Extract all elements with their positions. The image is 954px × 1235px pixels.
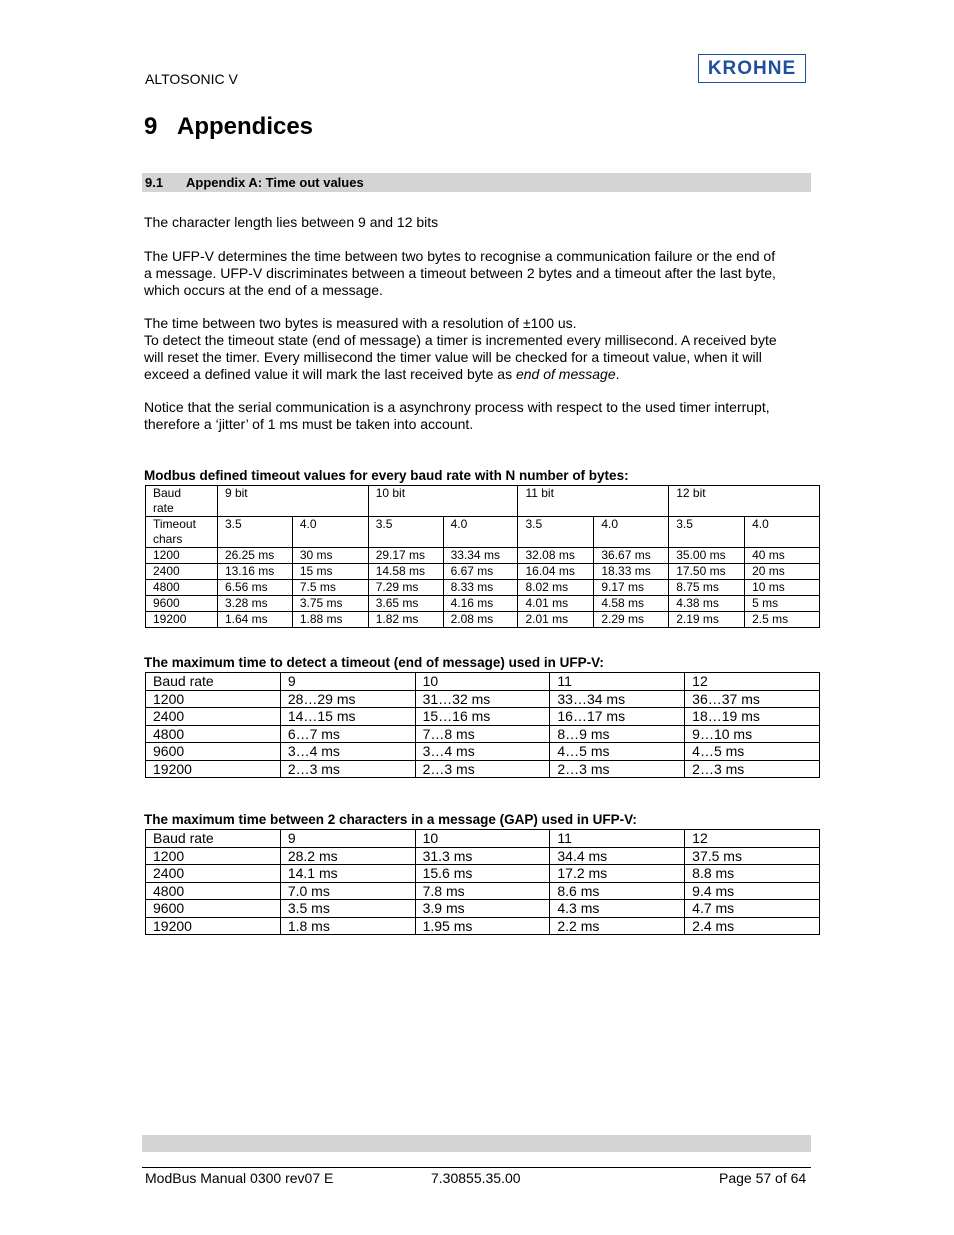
table-row: [146, 690, 820, 708]
header-cell: 4.0: [745, 517, 820, 548]
value-cell: 3.65 ms: [368, 596, 443, 612]
paragraph-line: [144, 366, 814, 383]
value-cell: 2.29 ms: [594, 612, 669, 628]
table-row: [146, 917, 820, 935]
table-row: [146, 596, 820, 612]
max-timeout-table: [145, 672, 820, 778]
header-cell: 3.5: [669, 517, 745, 548]
value-cell: 9.4 ms: [685, 882, 820, 900]
table-row: [146, 548, 820, 564]
value-cell: 1.88 ms: [292, 612, 368, 628]
value-cell: 7.8 ms: [415, 882, 550, 900]
baud-rate-cell: 1200: [146, 847, 281, 865]
header-cell: 4.0: [443, 517, 518, 548]
value-cell: 13.16 ms: [217, 564, 292, 580]
value-cell: 1.8 ms: [280, 917, 415, 935]
baud-rate-cell: 19200: [146, 612, 218, 628]
table-row: [146, 760, 820, 778]
header-cell: 3.5: [217, 517, 292, 548]
value-cell: 31…32 ms: [415, 690, 550, 708]
baud-rate-cell: 2400: [146, 865, 281, 883]
value-cell: 5 ms: [745, 596, 820, 612]
table-row: [146, 882, 820, 900]
footer-divider: [142, 1167, 811, 1168]
krohne-logo: [698, 54, 806, 83]
paragraph: [144, 399, 814, 433]
table-row: [146, 725, 820, 743]
header-cell: Baud rate: [146, 830, 281, 848]
table-row: [146, 580, 820, 596]
value-cell: 2…3 ms: [550, 760, 685, 778]
table-row: [146, 847, 820, 865]
paragraph: [144, 315, 814, 383]
baud-rate-cell: 9600: [146, 743, 281, 761]
value-cell: 14.1 ms: [280, 865, 415, 883]
value-cell: 3.28 ms: [217, 596, 292, 612]
value-cell: 2…3 ms: [415, 760, 550, 778]
value-cell: 3…4 ms: [415, 743, 550, 761]
value-cell: 4…5 ms: [685, 743, 820, 761]
value-cell: 8.6 ms: [550, 882, 685, 900]
value-cell: 8.33 ms: [443, 580, 518, 596]
header-cell: 10: [415, 673, 550, 691]
document-header-title: ALTOSONIC V: [145, 71, 238, 87]
value-cell: 28.2 ms: [280, 847, 415, 865]
header-cell: 9: [280, 673, 415, 691]
header-cell: 11: [550, 830, 685, 848]
header-cell: 11 bit: [518, 486, 669, 517]
value-cell: 7.0 ms: [280, 882, 415, 900]
baud-rate-cell: 9600: [146, 596, 218, 612]
baud-rate-cell: 19200: [146, 760, 281, 778]
chapter-number: 9: [144, 113, 158, 140]
value-cell: 4.01 ms: [518, 596, 594, 612]
value-cell: 4.38 ms: [669, 596, 745, 612]
value-cell: 36.67 ms: [594, 548, 669, 564]
paragraph-line: a message. UFP-V discriminates between a timeout between 2 bytes and a timeout after the last byte,: [144, 265, 776, 281]
paragraph-line: To detect the timeout state (end of message) a timer is incremented every millisecond. A received byte: [144, 332, 777, 348]
value-cell: 29.17 ms: [368, 548, 443, 564]
table-header-row: [146, 486, 820, 517]
value-cell: 34.4 ms: [550, 847, 685, 865]
value-cell: 36…37 ms: [685, 690, 820, 708]
value-cell: 9.17 ms: [594, 580, 669, 596]
value-cell: 7…8 ms: [415, 725, 550, 743]
value-cell: 4.3 ms: [550, 900, 685, 918]
value-cell: 2.01 ms: [518, 612, 594, 628]
header-cell: Baud rate: [146, 486, 218, 517]
value-cell: 33…34 ms: [550, 690, 685, 708]
paragraph-line: which occurs at the end of a message.: [144, 282, 383, 298]
footer-document-number: 7.30855.35.00: [431, 1170, 521, 1186]
paragraph-line: therefore a ‘jitter’ of 1 ms must be taken into account.: [144, 416, 474, 432]
value-cell: 10 ms: [745, 580, 820, 596]
value-cell: 7.5 ms: [292, 580, 368, 596]
value-cell: 32.08 ms: [518, 548, 594, 564]
value-cell: 3…4 ms: [280, 743, 415, 761]
paragraph-line: The time between two bytes is measured with a resolution of ±100 us.: [144, 315, 577, 331]
table-header-row: [146, 673, 820, 691]
value-cell: 1.64 ms: [217, 612, 292, 628]
logo-text: KROHNE: [707, 57, 797, 79]
baud-rate-cell: 1200: [146, 548, 218, 564]
header-cell: 12: [685, 830, 820, 848]
value-cell: 2.5 ms: [745, 612, 820, 628]
table-header-row: [146, 517, 820, 548]
value-cell: 15 ms: [292, 564, 368, 580]
table1-caption: Modbus defined timeout values for every baud rate with N number of bytes:: [144, 468, 629, 483]
emphasis-text: end of message: [515, 366, 616, 382]
max-gap-table: [145, 829, 820, 935]
value-cell: 17.2 ms: [550, 865, 685, 883]
value-cell: 3.9 ms: [415, 900, 550, 918]
value-cell: 2.19 ms: [669, 612, 745, 628]
value-cell: 8…9 ms: [550, 725, 685, 743]
footer-bar: [142, 1135, 811, 1152]
value-cell: 4.16 ms: [443, 596, 518, 612]
table-row: [146, 865, 820, 883]
value-cell: 8.02 ms: [518, 580, 594, 596]
value-cell: 40 ms: [745, 548, 820, 564]
value-cell: 15.6 ms: [415, 865, 550, 883]
value-cell: 9…10 ms: [685, 725, 820, 743]
paragraph: [144, 248, 814, 299]
value-cell: 3.75 ms: [292, 596, 368, 612]
header-cell: 4.0: [292, 517, 368, 548]
value-cell: 30 ms: [292, 548, 368, 564]
section-number: 9.1: [145, 175, 164, 190]
value-cell: 16.04 ms: [518, 564, 594, 580]
value-cell: 17.50 ms: [669, 564, 745, 580]
header-cell: 10: [415, 830, 550, 848]
value-cell: 8.8 ms: [685, 865, 820, 883]
header-cell: 10 bit: [368, 486, 518, 517]
value-cell: 28…29 ms: [280, 690, 415, 708]
footer-page-number: Page 57 of 64: [719, 1170, 807, 1186]
timeout-values-table: [145, 485, 820, 628]
chapter-title: Appendices: [177, 113, 314, 140]
value-cell: 31.3 ms: [415, 847, 550, 865]
value-cell: 4.7 ms: [685, 900, 820, 918]
baud-rate-cell: 4800: [146, 725, 281, 743]
value-cell: 2.4 ms: [685, 917, 820, 935]
baud-rate-cell: 2400: [146, 708, 281, 726]
baud-rate-cell: 19200: [146, 917, 281, 935]
chapter-heading: [144, 113, 313, 141]
section-heading: [142, 173, 811, 192]
baud-rate-cell: 4800: [146, 580, 218, 596]
paragraph-line: Notice that the serial communication is a asynchrony process with respect to the used timer interrupt,: [144, 399, 770, 415]
header-cell: Timeout chars: [146, 517, 218, 548]
value-cell: 33.34 ms: [443, 548, 518, 564]
header-cell: 11: [550, 673, 685, 691]
baud-rate-cell: 1200: [146, 690, 281, 708]
header-cell: 12 bit: [669, 486, 820, 517]
value-cell: 2.08 ms: [443, 612, 518, 628]
value-cell: 35.00 ms: [669, 548, 745, 564]
header-cell: 3.5: [368, 517, 443, 548]
value-cell: 37.5 ms: [685, 847, 820, 865]
value-cell: 18.33 ms: [594, 564, 669, 580]
table2-caption: The maximum time to detect a timeout (end of message) used in UFP-V:: [144, 655, 604, 670]
paragraph-text: exceed a defined value it will mark the last received byte as: [144, 366, 516, 382]
table-row: [146, 564, 820, 580]
paragraph-line: The UFP-V determines the time between two bytes to recognise a communication failure or the end of: [144, 248, 776, 264]
header-cell: 3.5: [518, 517, 594, 548]
value-cell: 1.82 ms: [368, 612, 443, 628]
table3-caption: The maximum time between 2 characters in a message (GAP) used in UFP-V:: [144, 812, 637, 827]
value-cell: 14…15 ms: [280, 708, 415, 726]
header-cell: 9 bit: [217, 486, 368, 517]
section-title: Appendix A: Time out values: [186, 175, 364, 190]
value-cell: 1.95 ms: [415, 917, 550, 935]
baud-rate-cell: 9600: [146, 900, 281, 918]
value-cell: 6…7 ms: [280, 725, 415, 743]
table-row: [146, 743, 820, 761]
value-cell: 6.56 ms: [217, 580, 292, 596]
value-cell: 7.29 ms: [368, 580, 443, 596]
value-cell: 4…5 ms: [550, 743, 685, 761]
paragraph-line: will reset the timer. Every millisecond the timer value will be checked for a timeout value, when it will: [144, 349, 762, 365]
value-cell: 8.75 ms: [669, 580, 745, 596]
header-cell: Baud rate: [146, 673, 281, 691]
header-cell: 9: [280, 830, 415, 848]
value-cell: 4.58 ms: [594, 596, 669, 612]
baud-rate-cell: 2400: [146, 564, 218, 580]
value-cell: 14.58 ms: [368, 564, 443, 580]
value-cell: 6.67 ms: [443, 564, 518, 580]
value-cell: 2…3 ms: [280, 760, 415, 778]
header-cell: 12: [685, 673, 820, 691]
table-row: [146, 900, 820, 918]
value-cell: 16…17 ms: [550, 708, 685, 726]
baud-rate-cell: 4800: [146, 882, 281, 900]
paragraph: The character length lies between 9 and 12 bits: [144, 214, 439, 230]
header-cell: 4.0: [594, 517, 669, 548]
value-cell: 2…3 ms: [685, 760, 820, 778]
value-cell: 26.25 ms: [217, 548, 292, 564]
table-row: [146, 708, 820, 726]
value-cell: 15…16 ms: [415, 708, 550, 726]
value-cell: 2.2 ms: [550, 917, 685, 935]
footer-document-name: ModBus Manual 0300 rev07 E: [145, 1170, 334, 1186]
table-row: [146, 612, 820, 628]
value-cell: 20 ms: [745, 564, 820, 580]
value-cell: 3.5 ms: [280, 900, 415, 918]
value-cell: 18…19 ms: [685, 708, 820, 726]
paragraph-text: .: [615, 366, 620, 382]
table-header-row: [146, 830, 820, 848]
